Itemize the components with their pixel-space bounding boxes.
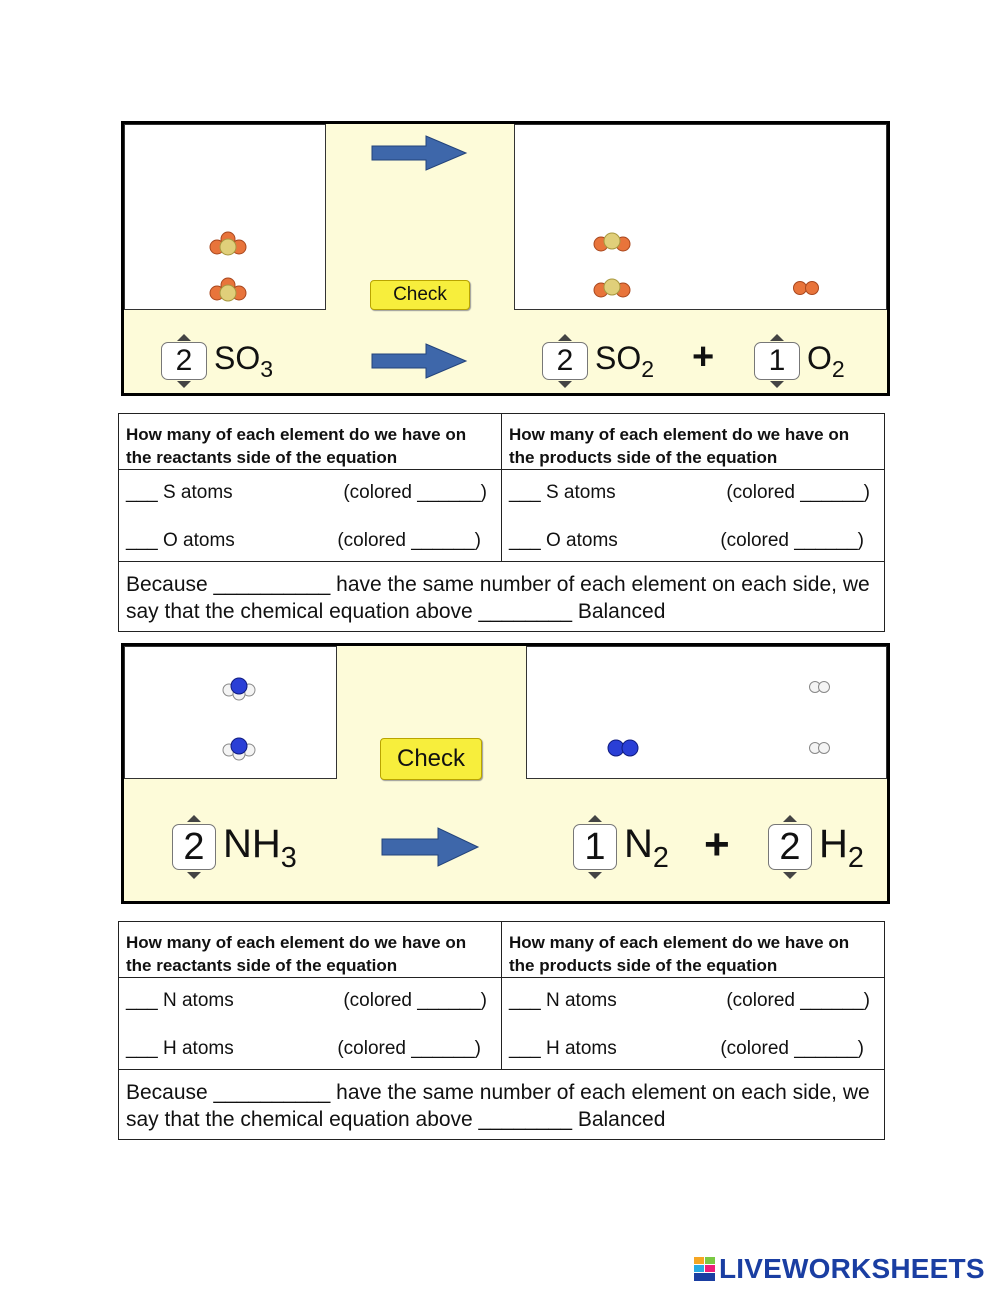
h2-coefficient[interactable] — [768, 824, 812, 870]
reactants-box — [124, 646, 337, 779]
so3-simulation-panel — [121, 121, 890, 396]
increment-arrow-icon[interactable] — [177, 334, 191, 341]
products-box — [514, 124, 887, 310]
products-header: How many of each element do we have on the products side of the equation — [502, 922, 885, 978]
o2-formula: $O_2$ — [807, 340, 845, 383]
coefficient-value: 2 — [556, 344, 574, 377]
coefficient-value: 2 — [779, 826, 801, 868]
increment-arrow-icon[interactable] — [588, 815, 602, 822]
hydrogen-count-blank[interactable]: ___ H atoms — [509, 1038, 617, 1059]
decrement-arrow-icon[interactable] — [177, 381, 191, 388]
sulfur-color-blank[interactable]: (colored ______) — [726, 482, 870, 503]
reactants-atom-counts — [119, 978, 502, 1070]
increment-arrow-icon[interactable] — [783, 815, 797, 822]
nitrogen-count-blank[interactable]: ___ N atoms — [509, 990, 617, 1011]
n2-molecule — [605, 737, 643, 759]
increment-arrow-icon[interactable] — [770, 334, 784, 341]
check-button[interactable]: Check — [380, 738, 482, 780]
so3-coefficient[interactable] — [161, 342, 207, 380]
so3-formula: $SO_3$ — [214, 340, 274, 383]
oxygen-color-blank[interactable]: (colored ______) — [337, 530, 481, 551]
coefficient-value: 2 — [175, 344, 193, 377]
o2-molecule — [789, 279, 825, 297]
liveworksheets-logo — [693, 1253, 985, 1285]
o2-coefficient[interactable] — [754, 342, 800, 380]
n2-coefficient[interactable] — [573, 824, 617, 870]
h2-formula: $H_2$ — [819, 822, 864, 875]
increment-arrow-icon[interactable] — [187, 815, 201, 822]
so3-molecule — [205, 231, 251, 257]
so3-worksheet-table — [118, 413, 885, 632]
so2-molecule — [589, 231, 635, 255]
nitrogen-count-blank[interactable]: ___ N atoms — [126, 990, 234, 1011]
so2-formula: $SO_2$ — [595, 340, 655, 383]
sulfur-count-blank[interactable]: ___ S atoms — [126, 482, 233, 503]
balance-conclusion[interactable]: Because __________ have the same number of each element on each side, we say that the chemical equation above ________ Balanced — [119, 562, 885, 632]
decrement-arrow-icon[interactable] — [558, 381, 572, 388]
nh3-worksheet-table — [118, 921, 885, 1140]
nitrogen-color-blank[interactable]: (colored ______) — [343, 990, 487, 1011]
sulfur-color-blank[interactable]: (colored ______) — [343, 482, 487, 503]
products-atom-counts — [502, 470, 885, 562]
nh3-coefficient[interactable] — [172, 824, 216, 870]
oxygen-count-blank[interactable]: ___ O atoms — [509, 530, 618, 551]
sulfur-count-blank[interactable]: ___ S atoms — [509, 482, 616, 503]
decrement-arrow-icon[interactable] — [770, 381, 784, 388]
products-atom-counts — [502, 978, 885, 1070]
logo-wordmark: LIVEWORKSHEETS — [719, 1253, 985, 1284]
reactants-atom-counts — [119, 470, 502, 562]
reactants-header: How many of each element do we have on the reactants side of the equation — [119, 922, 502, 978]
so2-molecule — [589, 277, 635, 301]
nh3-formula: $NH_3$ — [223, 822, 297, 875]
liveworksheets-logo-icon — [693, 1256, 717, 1282]
balance-conclusion[interactable]: Because __________ have the same number of each element on each side, we say that the chemical equation above ________ Balanced — [119, 1070, 885, 1140]
n2-formula: $N_2$ — [624, 822, 669, 875]
decrement-arrow-icon[interactable] — [783, 872, 797, 879]
coefficient-value: 1 — [584, 826, 606, 868]
coefficient-value: 1 — [768, 344, 786, 377]
hydrogen-color-blank[interactable]: (colored ______) — [337, 1038, 481, 1059]
hydrogen-color-blank[interactable]: (colored ______) — [720, 1038, 864, 1059]
reaction-arrow-icon — [370, 134, 470, 172]
nh3-simulation-panel — [121, 643, 890, 904]
so2-coefficient[interactable] — [542, 342, 588, 380]
coefficient-value: 2 — [183, 826, 205, 868]
products-box — [526, 646, 887, 779]
oxygen-color-blank[interactable]: (colored ______) — [720, 530, 864, 551]
check-button[interactable]: Check — [370, 280, 470, 310]
products-header: How many of each element do we have on the products side of the equation — [502, 414, 885, 470]
plus-sign: + — [704, 820, 730, 869]
nitrogen-color-blank[interactable]: (colored ______) — [726, 990, 870, 1011]
increment-arrow-icon[interactable] — [558, 334, 572, 341]
plus-sign: + — [692, 336, 715, 378]
decrement-arrow-icon[interactable] — [588, 872, 602, 879]
h2-molecule — [806, 679, 834, 695]
equation-arrow-icon — [380, 826, 482, 868]
so3-molecule — [205, 277, 251, 303]
decrement-arrow-icon[interactable] — [187, 872, 201, 879]
hydrogen-count-blank[interactable]: ___ H atoms — [126, 1038, 234, 1059]
reactants-box — [124, 124, 326, 310]
reactants-header: How many of each element do we have on the reactants side of the equation — [119, 414, 502, 470]
nh3-molecule — [221, 675, 257, 701]
nh3-molecule — [221, 735, 257, 761]
equation-arrow-icon — [370, 342, 470, 380]
h2-molecule — [806, 740, 834, 756]
oxygen-count-blank[interactable]: ___ O atoms — [126, 530, 235, 551]
